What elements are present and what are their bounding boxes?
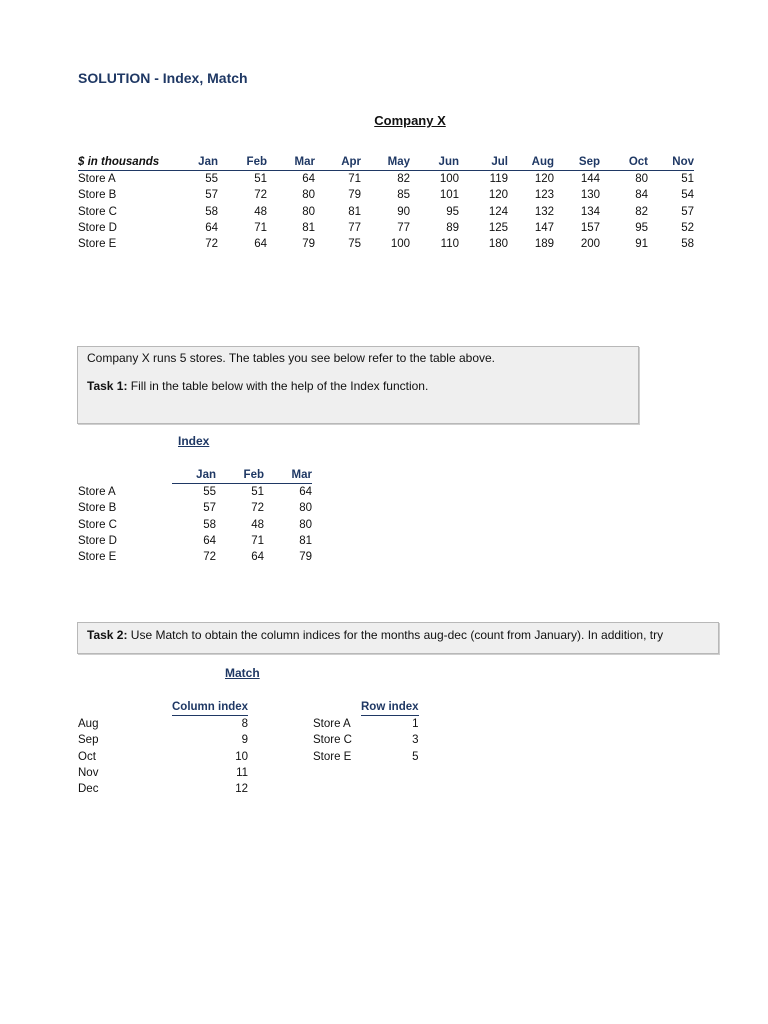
- empty-corner: [313, 700, 361, 716]
- cell-value: 71: [251, 534, 264, 547]
- row-label: Store E: [78, 551, 117, 564]
- cell-value: 100: [390, 238, 410, 251]
- cell-value: 180: [488, 238, 508, 251]
- cell-value: 64: [299, 486, 312, 498]
- row-index-header-row: [313, 700, 419, 716]
- cell-value: 55: [203, 486, 216, 498]
- month-row: [78, 732, 248, 748]
- index-table-header: [78, 468, 312, 484]
- cell-value: 90: [397, 205, 410, 218]
- task1-label: Task 1:: [87, 379, 128, 393]
- store-row: [78, 517, 312, 533]
- month-header: Aug: [508, 155, 554, 171]
- cell-value: 91: [635, 238, 648, 251]
- store-row: [78, 187, 694, 203]
- row-label: Aug: [78, 717, 99, 730]
- cell-value: 79: [302, 238, 315, 251]
- cell-value: 189: [534, 238, 554, 251]
- cell-value: 123: [534, 189, 554, 202]
- store-row: [78, 549, 312, 565]
- cell-value: 10: [235, 750, 249, 763]
- month-row: [78, 749, 248, 765]
- task1-text: [87, 379, 428, 393]
- month-header: Sep: [554, 155, 600, 171]
- cell-value: 64: [205, 221, 218, 234]
- cell-value: 101: [439, 189, 459, 202]
- cell-value: 85: [397, 189, 410, 202]
- cell-value: 12: [235, 783, 249, 796]
- cell-value: 134: [580, 205, 600, 218]
- task1-intro: Company X runs 5 stores. The tables you see below refer to the table above.: [87, 351, 496, 365]
- month-row: [78, 781, 248, 797]
- row-label: Store C: [78, 205, 117, 218]
- task2-label: Task 2:: [87, 628, 128, 642]
- month-header: Apr: [315, 155, 361, 171]
- cell-value: 48: [251, 518, 264, 531]
- cell-value: 58: [203, 518, 216, 531]
- cell-value: 95: [635, 221, 648, 234]
- cell-value: 48: [254, 205, 267, 218]
- cell-value: 64: [254, 238, 267, 251]
- cell-value: 72: [203, 551, 216, 564]
- cell-value: 157: [580, 221, 600, 234]
- cell-value: 119: [489, 173, 508, 185]
- month-header: Mar: [264, 468, 312, 484]
- cell-value: 80: [635, 173, 648, 185]
- page-title: SOLUTION - Index, Match: [78, 70, 248, 86]
- row-index-header: Row index: [361, 700, 419, 716]
- cell-value: 9: [241, 734, 249, 747]
- sales-table-header: [78, 155, 694, 171]
- cell-value: 200: [580, 238, 600, 251]
- row-label: Store A: [313, 717, 351, 730]
- cell-value: 79: [299, 551, 312, 564]
- cell-value: 72: [254, 189, 267, 202]
- row-label: Store C: [313, 734, 352, 747]
- column-index-table: [78, 700, 248, 797]
- task1-description: Fill in the table below with the help of the Index function.: [127, 379, 429, 393]
- empty-corner: [78, 700, 172, 716]
- month-header: Feb: [216, 468, 264, 484]
- task1-instructions: [77, 346, 639, 424]
- cell-value: 71: [254, 221, 267, 234]
- month-header: Jan: [172, 468, 216, 484]
- store-row: [313, 749, 419, 765]
- cell-value: 51: [251, 486, 264, 498]
- cell-value: 64: [302, 173, 315, 185]
- cell-value: 84: [635, 189, 648, 202]
- month-header: May: [361, 155, 410, 171]
- cell-value: 110: [440, 238, 459, 251]
- cell-value: 57: [681, 205, 694, 218]
- task2-instructions: [77, 622, 719, 654]
- cell-value: 132: [534, 205, 554, 218]
- store-row: [78, 220, 694, 236]
- empty-corner: [78, 468, 172, 484]
- cell-value: 130: [580, 189, 600, 202]
- units-label: $ in thousands: [78, 155, 182, 171]
- cell-value: 11: [236, 766, 249, 779]
- month-header: Oct: [600, 155, 648, 171]
- cell-value: 80: [302, 189, 315, 202]
- sales-table: [78, 155, 694, 252]
- cell-value: 80: [302, 205, 315, 218]
- row-label: Store E: [78, 238, 117, 251]
- month-row: [78, 716, 248, 733]
- cell-value: 81: [302, 221, 315, 234]
- task2-description: Use Match to obtain the column indices for the months aug-dec (count from January). In addition, try: [127, 628, 664, 642]
- column-index-header: Column index: [172, 700, 248, 716]
- month-header: Jul: [459, 155, 508, 171]
- cell-value: 144: [580, 173, 600, 185]
- cell-value: 58: [681, 238, 694, 251]
- cell-value: 3: [412, 734, 419, 747]
- cell-value: 1: [412, 718, 419, 730]
- month-header: Jan: [182, 155, 218, 171]
- cell-value: 120: [488, 189, 508, 202]
- row-label: Nov: [78, 766, 99, 779]
- cell-value: 77: [348, 221, 361, 234]
- cell-value: 58: [205, 205, 218, 218]
- task2-text: [87, 628, 663, 642]
- store-row: [313, 732, 419, 748]
- cell-value: 100: [439, 173, 459, 185]
- cell-value: 125: [488, 221, 508, 234]
- row-label: Store E: [313, 750, 352, 763]
- cell-value: 124: [488, 205, 508, 218]
- store-row: [78, 533, 312, 549]
- cell-value: 77: [397, 221, 410, 234]
- row-index-table: [313, 700, 419, 765]
- store-row: [313, 716, 419, 733]
- cell-value: 57: [205, 189, 218, 202]
- cell-value: 81: [348, 205, 361, 218]
- row-label: Dec: [78, 783, 99, 796]
- store-row: [78, 204, 694, 220]
- cell-value: 71: [348, 173, 361, 185]
- cell-value: 51: [254, 173, 267, 185]
- store-row: [78, 500, 312, 516]
- month-row: [78, 765, 248, 781]
- store-row: [78, 171, 694, 188]
- cell-value: 80: [299, 502, 312, 515]
- cell-value: 8: [241, 718, 249, 730]
- row-label: Store C: [78, 518, 117, 531]
- cell-value: 64: [203, 534, 216, 547]
- column-index-header-row: [78, 700, 248, 716]
- row-label: Store B: [78, 502, 117, 515]
- cell-value: 72: [205, 238, 218, 251]
- index-section-label: Index: [178, 434, 210, 448]
- cell-value: 81: [299, 534, 312, 547]
- cell-value: 57: [203, 502, 216, 515]
- cell-value: 120: [534, 173, 554, 185]
- row-label: Oct: [78, 750, 96, 763]
- cell-value: 75: [348, 238, 361, 251]
- cell-value: 64: [251, 551, 264, 564]
- match-section-label: Match: [225, 666, 260, 680]
- cell-value: 82: [397, 173, 410, 185]
- month-header: Nov: [648, 155, 694, 171]
- cell-value: 82: [635, 205, 648, 218]
- cell-value: 147: [534, 221, 554, 234]
- row-label: Sep: [78, 734, 99, 747]
- store-row: [78, 484, 312, 501]
- month-header: Mar: [267, 155, 315, 171]
- row-label: Store D: [78, 534, 117, 547]
- cell-value: 55: [205, 173, 218, 185]
- cell-value: 52: [681, 221, 694, 234]
- cell-value: 95: [446, 205, 459, 218]
- cell-value: 54: [681, 189, 694, 202]
- cell-value: 89: [446, 221, 459, 234]
- month-header: Feb: [218, 155, 267, 171]
- row-label: Store A: [78, 485, 116, 498]
- month-header: Jun: [410, 155, 459, 171]
- cell-value: 80: [299, 518, 312, 531]
- cell-value: 51: [681, 173, 694, 185]
- row-label: Store A: [78, 173, 116, 185]
- company-heading: Company X: [374, 113, 446, 128]
- row-label: Store D: [78, 221, 117, 234]
- cell-value: 72: [251, 502, 264, 515]
- index-table: [78, 468, 312, 565]
- cell-value: 5: [412, 750, 419, 763]
- row-label: Store B: [78, 189, 117, 202]
- cell-value: 79: [348, 189, 361, 202]
- store-row: [78, 236, 694, 252]
